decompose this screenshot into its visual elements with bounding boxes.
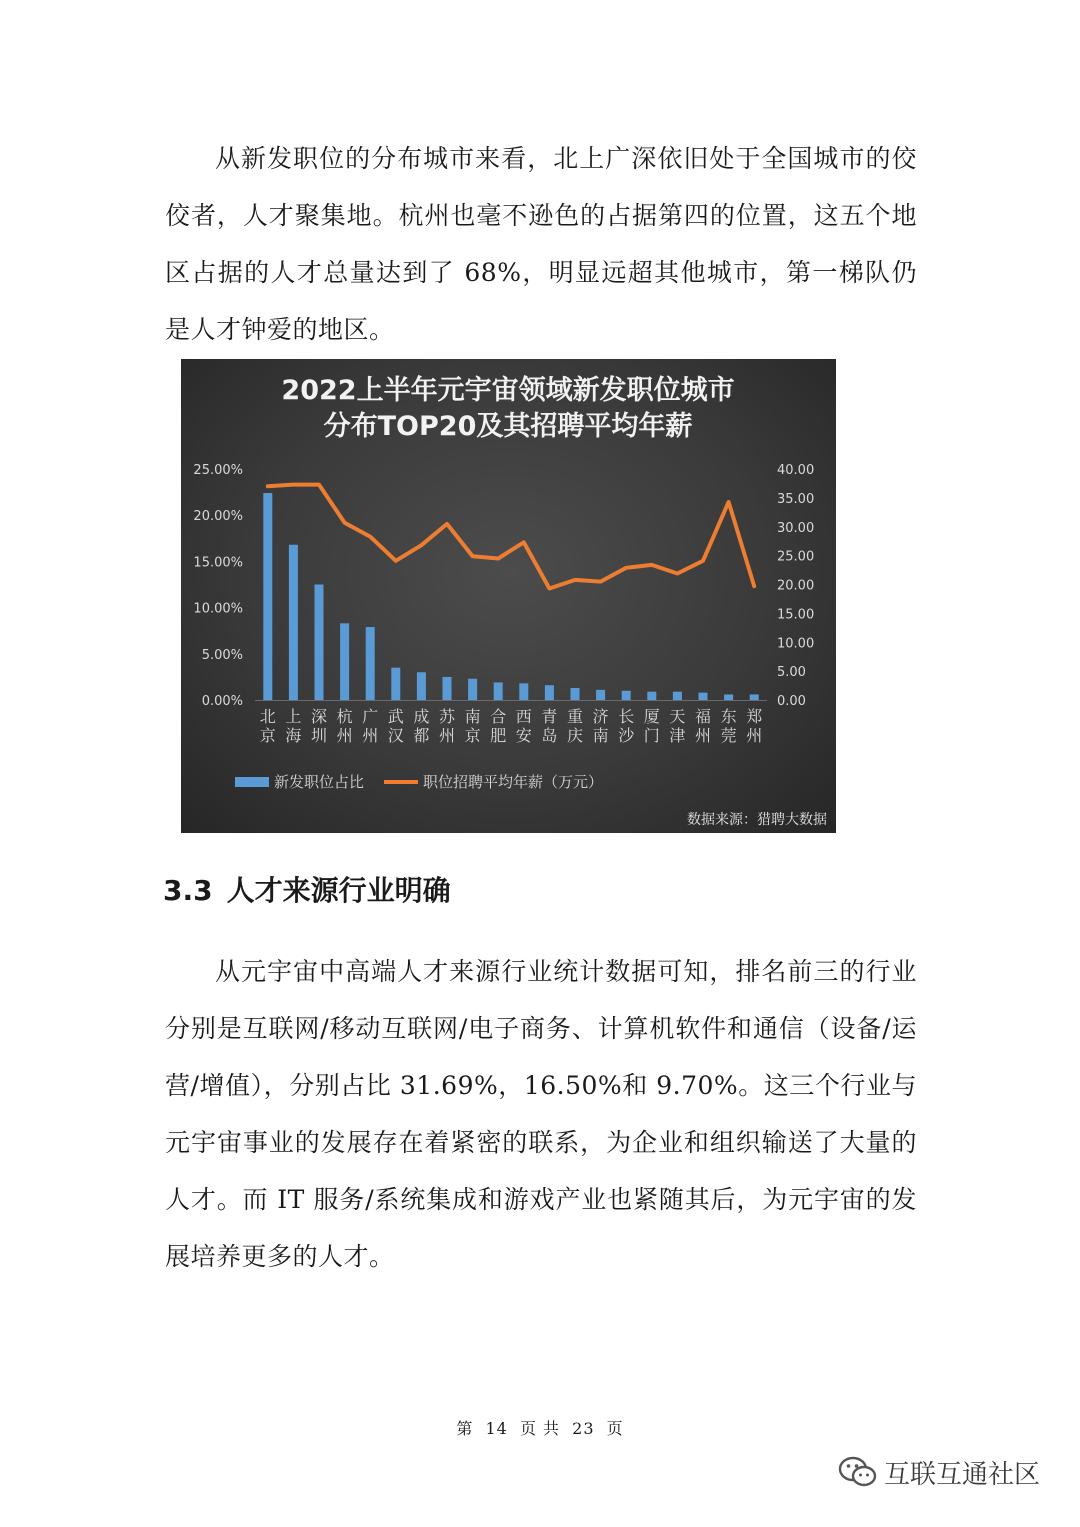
x-tick-label: 庆	[566, 726, 584, 745]
chart-svg	[181, 359, 836, 833]
bar-new-position-share	[391, 668, 400, 700]
x-tick-label: 岛	[541, 726, 558, 745]
bar-new-position-share	[263, 493, 272, 700]
footer-total-pages: 23	[572, 1419, 595, 1438]
x-tick-label: 上	[285, 707, 302, 726]
page-footer	[0, 1416, 1080, 1439]
bar-new-position-share	[673, 692, 682, 700]
x-tick-label: 武	[387, 707, 404, 726]
bar-new-position-share	[724, 694, 733, 700]
x-tick-label: 苏	[438, 707, 456, 726]
bar-new-position-share	[519, 683, 528, 700]
watermark-text: 互联互通社区	[884, 1459, 1041, 1490]
x-tick-label: 合	[490, 707, 507, 726]
x-tick-label: 东	[720, 707, 737, 726]
y-right-tick-label: 15.00	[777, 607, 815, 623]
line-average-salary	[268, 485, 754, 589]
x-tick-label: 肥	[490, 726, 507, 745]
x-tick-label: 圳	[310, 726, 328, 745]
y-right-tick-label: 20.00	[777, 578, 815, 594]
x-tick-label: 州	[362, 726, 379, 745]
bar-new-position-share	[699, 693, 708, 700]
paragraph-city-distribution: 从新发职位的分布城市来看，北上广深依旧处于全国城市的佼佼者，人才聚集地。杭州也毫不逊色的占据第四的位置，这五个地区占据的人才总量达到了 68%，明显远超其他城市，第一梯队仍是人才钟爱的地区。	[165, 144, 917, 344]
y-right-tick-label: 35.00	[777, 491, 815, 507]
x-tick-label: 杭	[336, 707, 353, 726]
x-tick-label: 州	[438, 726, 456, 745]
x-tick-label: 汉	[387, 726, 404, 745]
bar-new-position-share	[443, 677, 452, 700]
x-tick-label: 州	[694, 726, 712, 745]
x-tick-label: 门	[643, 726, 660, 745]
x-tick-label: 州	[336, 726, 353, 745]
x-tick-label: 广	[362, 707, 379, 726]
x-tick-label: 沙	[618, 726, 635, 745]
y-right-tick-label: 10.00	[777, 636, 815, 652]
y-right-tick-label: 30.00	[777, 520, 815, 536]
bar-new-position-share	[417, 672, 426, 700]
x-tick-label: 津	[669, 726, 686, 745]
bar-new-position-share	[647, 692, 656, 700]
x-tick-label: 西	[515, 707, 532, 726]
x-tick-label: 京	[464, 726, 481, 745]
footer-page-number: 14	[485, 1419, 508, 1438]
y-left-tick-label: 10.00%	[193, 601, 243, 617]
legend-swatch-bar	[235, 777, 269, 787]
bar-new-position-share	[494, 682, 503, 700]
x-tick-label: 重	[566, 707, 584, 726]
bar-new-position-share	[545, 685, 554, 700]
y-left-tick-label: 20.00%	[193, 509, 243, 525]
x-tick-label: 州	[746, 726, 763, 745]
chart-title-line1: 2022上半年元宇宙领域新发职位城市	[281, 375, 735, 406]
bar-new-position-share	[315, 585, 324, 701]
x-tick-label: 青	[541, 707, 558, 726]
y-left-tick-label: 5.00%	[201, 647, 243, 663]
bar-new-position-share	[289, 545, 298, 700]
x-tick-label: 安	[515, 726, 532, 745]
y-right-tick-label: 25.00	[777, 549, 815, 565]
footer-suffix: 页	[606, 1419, 624, 1438]
bar-new-position-share	[468, 679, 477, 700]
x-tick-label: 海	[285, 726, 302, 745]
legend-label-line: 职位招聘平均年薪（万元）	[423, 773, 604, 791]
x-tick-label: 成	[413, 707, 430, 726]
section-title: 人才来源行业明确	[226, 874, 451, 907]
chart-source-note: 数据来源：猎聘大数据	[687, 812, 827, 828]
bar-new-position-share	[571, 688, 580, 700]
bar-new-position-share	[366, 627, 375, 700]
watermark	[838, 1452, 1040, 1492]
chart-title-line2: 分布TOP20及其招聘平均年薪	[323, 411, 693, 442]
x-tick-label: 南	[464, 707, 481, 726]
y-right-tick-label: 40.00	[777, 463, 815, 478]
y-right-tick-label: 5.00	[777, 665, 806, 681]
y-left-tick-label: 25.00%	[193, 463, 243, 478]
x-tick-label: 深	[310, 707, 328, 726]
paragraph-talent-sources: 从元宇宙中高端人才来源行业统计数据可知，排名前三的行业分别是互联网/移动互联网/电子商务、计算机软件和通信（设备/运营/增值），分别占比 31.69%，16.50%和 9.70%。这三个行业与元宇宙事业的发展存在着紧密的联系，为企业和组织输送了大量的人才。而 IT 服务/系统集成和游戏产业也紧随其后，为元宇宙的发展培养更多的人才。	[165, 957, 917, 1271]
x-tick-label: 天	[669, 707, 686, 726]
city-distribution-chart	[181, 359, 836, 833]
section-number: 3.3	[163, 874, 213, 907]
x-tick-label: 厦	[643, 707, 660, 726]
bar-new-position-share	[596, 690, 605, 700]
x-tick-label: 北	[259, 707, 276, 726]
wechat-icon	[838, 1455, 878, 1489]
footer-middle: 页 共	[519, 1419, 561, 1438]
x-tick-label: 济	[592, 707, 609, 726]
section-heading	[163, 866, 451, 916]
bar-new-position-share	[750, 694, 759, 700]
x-tick-label: 长	[618, 707, 635, 726]
y-left-tick-label: 15.00%	[193, 555, 243, 571]
footer-prefix: 第	[456, 1419, 474, 1438]
x-tick-label: 莞	[720, 726, 737, 745]
x-tick-label: 南	[592, 726, 609, 745]
bar-new-position-share	[622, 691, 631, 700]
y-left-tick-label: 0.00%	[201, 694, 243, 709]
bar-new-position-share	[340, 623, 349, 700]
x-tick-label: 郑	[746, 707, 763, 726]
x-tick-label: 福	[694, 707, 712, 726]
x-tick-label: 都	[413, 726, 430, 745]
x-tick-label: 京	[259, 726, 276, 745]
y-right-tick-label: 0.00	[777, 694, 806, 709]
legend-label-bar: 新发职位占比	[274, 773, 365, 791]
